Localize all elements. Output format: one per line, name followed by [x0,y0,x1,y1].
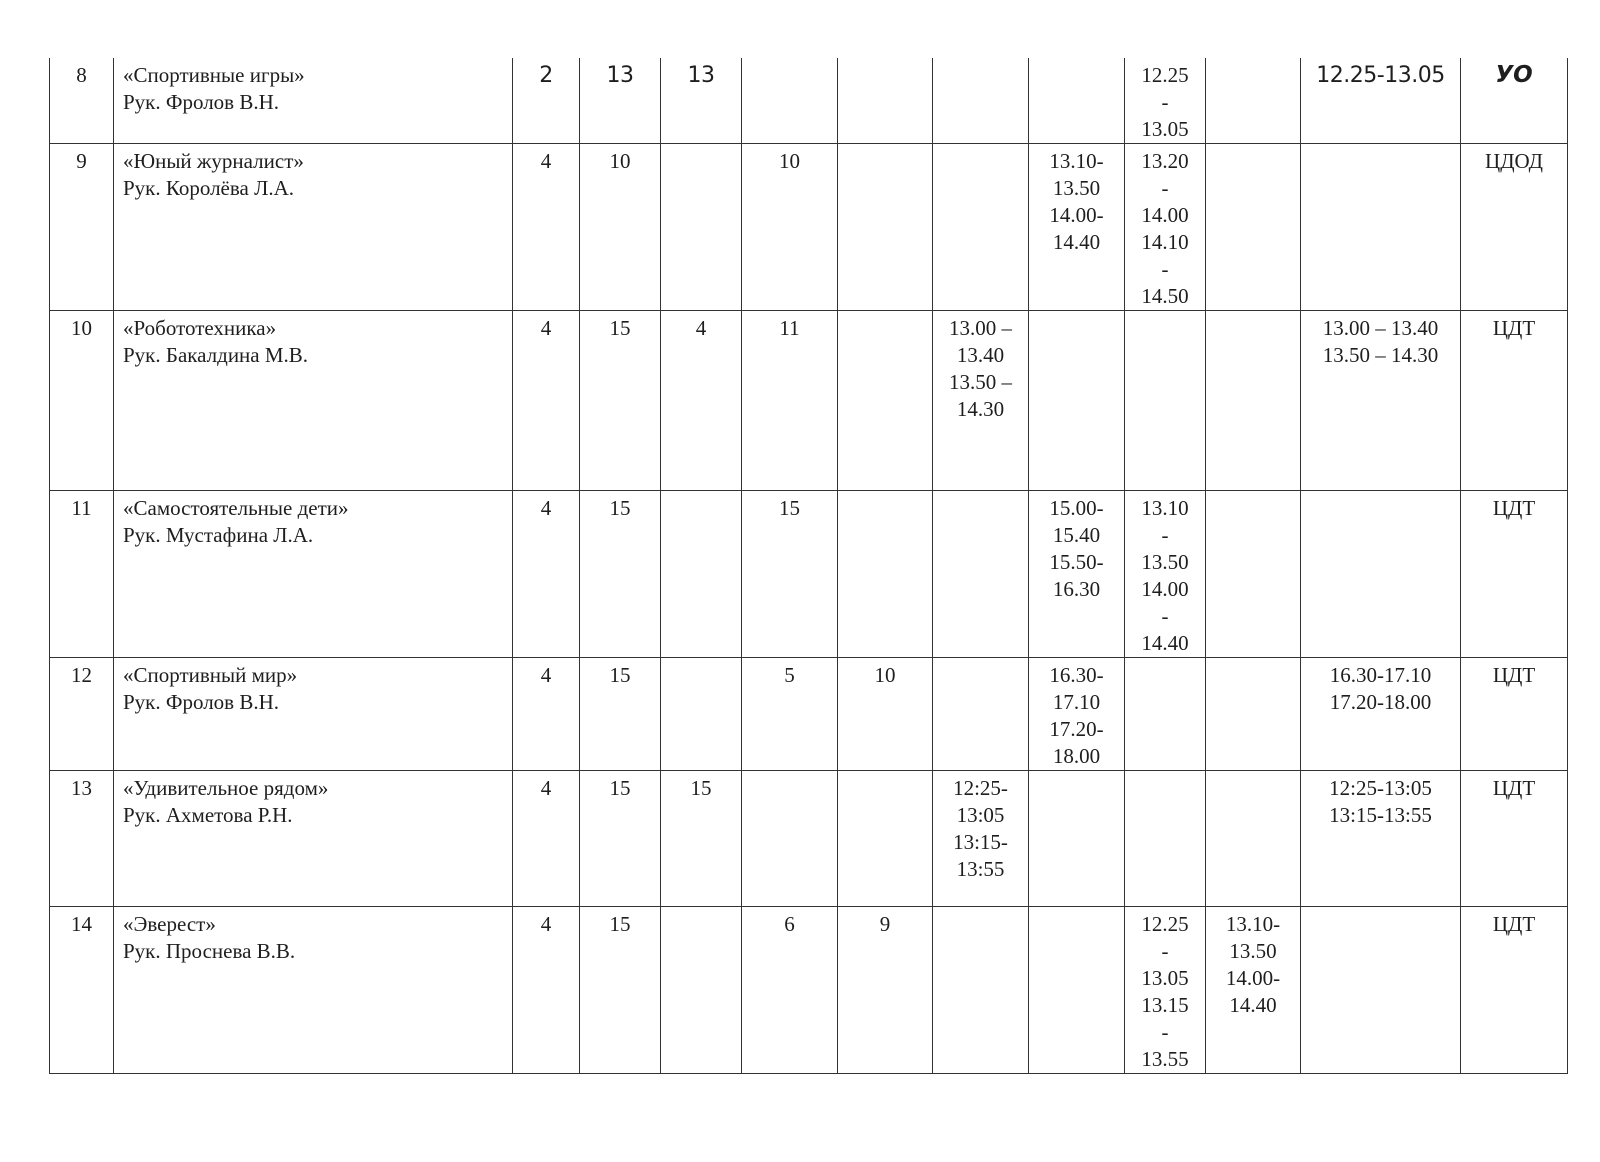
schedule-time-cell [1029,491,1125,658]
activity-title: «Самостоятельные дети» [123,496,349,520]
organization-cell: ЦДОД [1461,144,1568,311]
time-line: 13.10- [1225,912,1281,936]
schedule-time-cell [1301,771,1461,907]
students-total-cell: 15 [580,907,661,1074]
row-number: 13 [50,771,114,907]
schedule-time-cell [1029,58,1125,144]
time-line: - [1161,257,1169,281]
schedule-time-cell [933,658,1029,771]
grade-group-cell: 13 [661,58,742,144]
activity-cell [114,771,513,907]
activity-title: «Юный журналист» [123,149,304,173]
schedule-body [50,58,1568,1074]
table-row [50,311,1568,491]
grade-group-cell: 5 [742,658,838,771]
schedule-time-cell [1125,144,1206,311]
activity-cell [114,491,513,658]
time-line: 13.50 – 14.30 [1322,343,1439,367]
schedule-time-cell [933,491,1029,658]
schedule-time-cell [1125,658,1206,771]
table-row [50,771,1568,907]
time-line: 13.50 [1141,550,1189,574]
schedule-time-cell [1029,311,1125,491]
hours-cell: 4 [513,144,580,311]
activity-cell [114,658,513,771]
grade-group-cell [661,491,742,658]
time-line: 14.00 [1141,203,1189,227]
activity-title: «Спортивный мир» [123,663,298,687]
schedule-time-cell [1301,658,1461,771]
time-line: - [1161,939,1169,963]
schedule-time-cell [1206,311,1301,491]
students-total-cell: 15 [580,771,661,907]
hours-cell: 4 [513,771,580,907]
row-number: 14 [50,907,114,1074]
time-line: - [1161,1020,1169,1044]
time-line: 12:25-13:05 [1329,776,1432,800]
activity-title: «Удивительное рядом» [123,776,329,800]
schedule-time-cell [1206,771,1301,907]
table-row [50,144,1568,311]
grade-group-cell [742,58,838,144]
grade-group-cell: 4 [661,311,742,491]
time-line: 14.00- [1049,203,1104,227]
organization-cell: ЦДТ [1461,658,1568,771]
organization-cell: ЦДТ [1461,311,1568,491]
time-line: 14.40 [1229,993,1277,1017]
time-line: 13.10 [1141,496,1189,520]
activity-title: «Робототехника» [123,316,277,340]
time-line: 13.00 – 13.40 [1322,316,1439,340]
organization-cell: УО [1461,58,1568,144]
students-total-cell: 15 [580,311,661,491]
time-line: 14.30 [956,397,1005,421]
schedule-time-cell [1206,491,1301,658]
activity-title: «Спортивные игры» [123,63,305,87]
grade-group-cell: 6 [742,907,838,1074]
time-line: 17.20- [1049,717,1104,741]
students-total-cell: 15 [580,491,661,658]
row-number: 8 [50,58,114,144]
grade-group-cell [838,58,933,144]
schedule-time-cell [1125,311,1206,491]
time-line: 12.25-13.05 [1316,63,1445,88]
grade-group-cell [838,771,933,907]
schedule-time-cell [1301,491,1461,658]
grade-group-cell [742,771,838,907]
grade-group-cell [838,144,933,311]
activity-leader: Рук. Бакалдина М.В. [123,343,309,367]
time-line: 14.00 [1141,577,1189,601]
schedule-time-cell [1125,58,1206,144]
time-line: 13.50 [1229,939,1277,963]
time-line: 14.50 [1141,284,1189,308]
row-number: 12 [50,658,114,771]
schedule-table [49,58,1568,1074]
schedule-time-cell [933,311,1029,491]
schedule-time-cell [1029,907,1125,1074]
time-line: 13:05 [956,803,1005,827]
activity-leader: Рук. Фролов В.Н. [123,90,280,114]
time-line: 14.00- [1225,966,1281,990]
schedule-time-cell [1029,144,1125,311]
time-line: 13.40 [956,343,1005,367]
schedule-time-cell [1301,907,1461,1074]
hours-cell: 4 [513,491,580,658]
schedule-time-cell [1206,58,1301,144]
time-line: 13.50 – [949,370,1012,394]
time-line: 15.00- [1049,496,1104,520]
schedule-time-cell [1029,658,1125,771]
schedule-time-cell [1206,144,1301,311]
time-line: 13.05 [1141,117,1189,141]
time-line: 17.10 [1052,690,1101,714]
activity-leader: Рук. Фролов В.Н. [123,690,280,714]
schedule-time-cell [933,144,1029,311]
grade-group-cell: 11 [742,311,838,491]
schedule-time-cell [1125,491,1206,658]
time-line: 14.40 [1052,230,1101,254]
grade-group-cell [661,658,742,771]
time-line: 13:15- [953,830,1008,854]
schedule-time-cell [933,771,1029,907]
time-line: 12.25 [1141,63,1189,87]
time-line: 14.40 [1141,631,1189,655]
time-line: - [1161,90,1169,114]
activity-leader: Рук. Проснева В.В. [123,939,296,963]
schedule-time-cell [1029,771,1125,907]
time-line: - [1161,176,1169,200]
activity-cell [114,58,513,144]
time-line: 17.20-18.00 [1329,690,1432,714]
schedule-time-cell [1125,771,1206,907]
row-number: 11 [50,491,114,658]
time-line: 18.00 [1052,744,1101,768]
grade-group-cell [838,311,933,491]
time-line: 13.05 [1141,966,1189,990]
time-line: 13.00 – [949,316,1012,340]
time-line: 13.55 [1141,1047,1189,1071]
time-line: 13:15-13:55 [1329,803,1432,827]
hours-cell: 4 [513,907,580,1074]
grade-group-cell [661,907,742,1074]
table-row [50,907,1568,1074]
schedule-time-cell [933,907,1029,1074]
students-total-cell: 13 [580,58,661,144]
grade-group-cell: 10 [838,658,933,771]
schedule-time-cell [1301,58,1461,144]
schedule-time-cell [1301,144,1461,311]
time-line: 16.30- [1049,663,1104,687]
time-line: - [1161,523,1169,547]
time-line: 15.50- [1049,550,1104,574]
time-line: 13:55 [956,857,1005,881]
schedule-time-cell [1301,311,1461,491]
time-line: 13.10- [1049,149,1104,173]
schedule-time-cell [1206,907,1301,1074]
students-total-cell: 10 [580,144,661,311]
row-number: 10 [50,311,114,491]
table-row [50,58,1568,144]
time-line: 16.30-17.10 [1329,663,1432,687]
hours-cell: 4 [513,311,580,491]
organization-cell: ЦДТ [1461,771,1568,907]
table-row [50,491,1568,658]
time-line: 13.15 [1141,993,1189,1017]
time-line: 12:25- [953,776,1008,800]
table-row [50,658,1568,771]
grade-group-cell [838,491,933,658]
activity-leader: Рук. Ахметова Р.Н. [123,803,293,827]
time-line: 16.30 [1052,577,1101,601]
time-line: 14.10 [1141,230,1189,254]
grade-group-cell [661,144,742,311]
time-line: 13.20 [1141,149,1189,173]
organization-cell: ЦДТ [1461,491,1568,658]
grade-group-cell: 15 [742,491,838,658]
hours-cell: 2 [513,58,580,144]
schedule-time-cell [1125,907,1206,1074]
activity-cell [114,907,513,1074]
activity-title: «Эверест» [123,912,216,936]
schedule-time-cell [1206,658,1301,771]
time-line: - [1161,604,1169,628]
time-line: 12.25 [1141,912,1189,936]
activity-cell [114,144,513,311]
row-number: 9 [50,144,114,311]
activity-cell [114,311,513,491]
activity-leader: Рук. Мустафина Л.А. [123,523,314,547]
grade-group-cell: 9 [838,907,933,1074]
time-line: 13.50 [1052,176,1101,200]
organization-cell: ЦДТ [1461,907,1568,1074]
grade-group-cell: 15 [661,771,742,907]
schedule-time-cell [933,58,1029,144]
grade-group-cell: 10 [742,144,838,311]
students-total-cell: 15 [580,658,661,771]
hours-cell: 4 [513,658,580,771]
time-line: 15.40 [1052,523,1101,547]
activity-leader: Рук. Королёва Л.А. [123,176,294,200]
